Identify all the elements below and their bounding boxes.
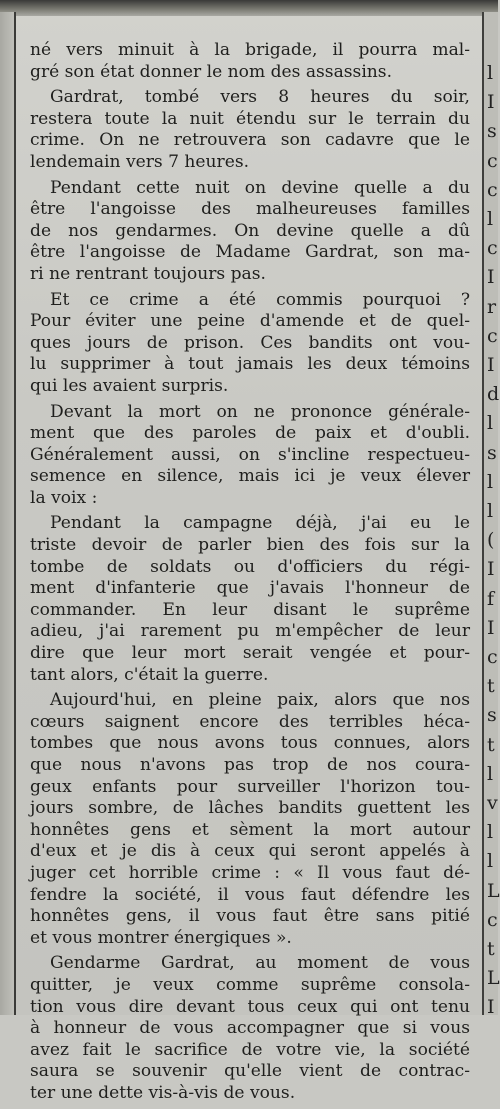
cropped-glyph: I — [487, 996, 495, 1019]
text-line: gré son état donner le nom des assassins. — [30, 61, 392, 82]
cropped-glyph: f — [487, 587, 495, 610]
text-line: Pendant la campagne déjà, j'ai eu le — [50, 513, 470, 534]
text-line: Devant la mort on ne prononce générale- — [50, 401, 470, 422]
text-line: Pour éviter une peine d'amende et de quel- — [30, 311, 470, 332]
text-line: ter une dette vis-à-vis de vous. — [30, 1082, 296, 1103]
cropped-glyph: c — [487, 178, 498, 201]
text-line: cœurs saignent encore des terribles héca- — [30, 711, 470, 732]
text-line: crime. On ne retrouvera son cadavre que le — [30, 130, 470, 151]
text-line: né vers minuit à la brigade, il pourra mal- — [30, 40, 470, 60]
text-line: geux enfants pour surveiller l'horizon tou- — [30, 776, 470, 797]
cropped-glyph: I — [487, 354, 495, 376]
text-line: Aujourd'hui, en pleine paix, alors que nos — [50, 690, 470, 711]
article-paragraph — [30, 953, 470, 1104]
text-line: ques jours de prison. Ces bandits ont vou- — [30, 332, 470, 353]
text-line: Gardrat, tombé vers 8 heures du soir, — [50, 87, 470, 108]
cropped-glyph: t — [487, 733, 495, 756]
article-paragraph — [30, 87, 470, 173]
text-line: tombe de soldats ou d'officiers du régi- — [30, 556, 470, 577]
text-line: et vous montrer énergiques ». — [30, 927, 292, 948]
text-line: honnêtes gens et sèment la mort autour — [30, 819, 470, 840]
article-body — [30, 40, 470, 1109]
cropped-glyph: r — [487, 295, 497, 318]
text-line: tombes que nous avons tous connues, alors — [30, 733, 470, 754]
text-line: juger cet horrible crime : « Il vous faut dé- — [30, 862, 470, 883]
cropped-glyph: l — [487, 762, 494, 785]
text-line: semence en silence, mais ici je veux élever — [30, 466, 470, 487]
text-line: être l'angoisse de Madame Gardrat, son ma- — [30, 242, 470, 263]
text-line: que nous n'avons pas trop de nos coura- — [30, 755, 470, 775]
cropped-glyph: L — [487, 879, 500, 902]
text-line: ment que des paroles de paix et d'oubli. — [30, 423, 470, 444]
text-line: commander. En leur disant le suprême — [30, 599, 470, 620]
cropped-glyph: c — [487, 324, 498, 347]
text-line: dire que leur mort serait vengée et pour- — [30, 643, 470, 664]
article-paragraph — [30, 40, 470, 83]
cropped-glyph: I — [487, 558, 495, 581]
cropped-glyph: L — [487, 967, 500, 990]
cropped-glyph: s — [487, 704, 497, 727]
text-line: adieu, j'ai rarement pu m'empêcher de leur — [30, 621, 470, 642]
text-line: ment d'infanterie que j'avais l'honneur de — [30, 578, 470, 599]
text-line: tion vous dire devant tous ceux qui ont tenu — [30, 996, 470, 1017]
cropped-glyph: c — [487, 646, 498, 668]
left-column-rule — [14, 12, 16, 1015]
cropped-glyph: t — [487, 675, 495, 698]
cropped-glyph: c — [487, 149, 498, 172]
adjacent-column-fragment — [484, 12, 500, 1019]
text-line: Généralement aussi, on s'incline respectueu- — [30, 444, 470, 465]
text-line: Gendarme Gardrat, au moment de vous — [50, 953, 470, 974]
text-line: Et ce crime a été commis pourquoi ? — [50, 289, 470, 310]
cropped-glyph: d — [487, 383, 500, 406]
cropped-glyph: l — [487, 500, 494, 522]
article-paragraph — [30, 513, 470, 686]
article-paragraph — [30, 690, 470, 949]
text-line: quitter, je veux comme suprême consola- — [30, 974, 470, 995]
article-paragraph — [30, 178, 470, 286]
text-line: lu supprimer à tout jamais les deux témoins — [30, 354, 470, 375]
cropped-glyph: I — [487, 91, 495, 114]
text-line: Pendant cette nuit on devine quelle a du — [50, 177, 470, 198]
text-line: la voix : — [30, 487, 98, 508]
text-line: restera toute la nuit étendu sur le terrain du — [30, 108, 470, 129]
cropped-glyph: t — [487, 938, 495, 960]
text-line: jours sombre, de lâches bandits guettent les — [30, 798, 470, 819]
cropped-glyph: l — [487, 850, 494, 873]
cropped-glyph: v — [487, 792, 498, 814]
text-line: avez fait le sacrifice de votre vie, la société — [30, 1039, 470, 1060]
text-line: ri ne rentrant toujours pas. — [30, 263, 266, 284]
top-torn-edge — [0, 0, 498, 16]
cropped-glyph: l — [487, 208, 494, 230]
text-line: qui les avaient surpris. — [30, 375, 229, 396]
cropped-glyph: s — [487, 441, 497, 464]
cropped-glyph: ( — [487, 529, 495, 552]
text-line: honnêtes gens, il vous faut être sans pitié — [30, 906, 470, 927]
left-margin — [0, 12, 14, 1015]
cropped-glyph: I — [487, 266, 495, 289]
article-paragraph — [30, 290, 470, 398]
text-line: lendemain vers 7 heures. — [30, 151, 250, 172]
cropped-glyph: c — [487, 908, 498, 931]
cropped-glyph: l — [487, 821, 494, 844]
cropped-glyph: I — [487, 616, 495, 639]
text-line: tant alors, c'était la guerre. — [30, 664, 269, 685]
text-line: fendre la société, il vous faut défendre les — [30, 884, 470, 905]
text-line: d'eux et je dis à ceux qui seront appelés à — [30, 841, 470, 862]
text-line: triste devoir de parler bien des fois sur la — [30, 535, 470, 556]
article-paragraph — [30, 402, 470, 510]
text-line: saura se souvenir qu'elle vient de contrac- — [30, 1061, 470, 1082]
cropped-glyph: l — [487, 412, 494, 435]
text-line: être l'angoisse des malheureuses familles — [30, 199, 470, 220]
text-line: de nos gendarmes. On devine quelle a dû — [30, 220, 470, 241]
cropped-glyph: l — [487, 470, 494, 493]
text-line: à honneur de vous accompagner que si vous — [30, 1018, 470, 1039]
cropped-glyph: c — [487, 237, 498, 260]
cropped-glyph: s — [487, 120, 497, 143]
cropped-glyph: l — [487, 62, 494, 84]
